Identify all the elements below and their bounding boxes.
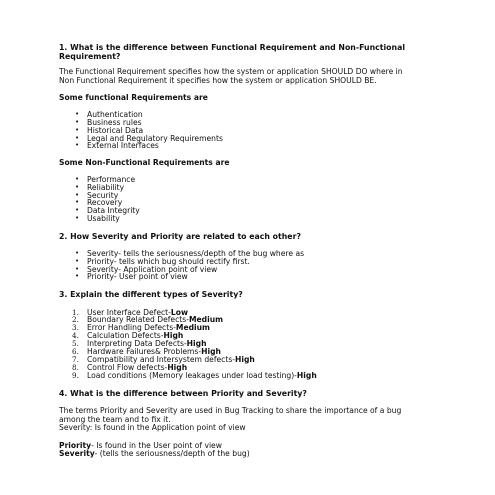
question-3-title: 3. Explain the different types of Severity?: [59, 289, 243, 299]
question-4-title: 4. What is the difference between Priority and Severity?: [59, 388, 307, 398]
list-item: • Historical Data: [59, 127, 435, 135]
list-item: • Priority- tells which bug should rectify first.: [59, 258, 435, 266]
q1-paragraph-line-2: Non Functional Requirement it specifies how the system or application SHOULD BE.: [59, 75, 377, 85]
list-item: • Recovery: [59, 199, 435, 207]
list-item: • Performance: [59, 176, 435, 184]
severity-level: High: [201, 347, 221, 357]
priority-label: Priority: [59, 440, 92, 450]
list-item-text: Boundary Related Defects-: [87, 315, 189, 325]
list-number: 3.: [72, 323, 79, 333]
nonfunctional-requirements-heading: Some Non-Functional Requirements are: [59, 157, 230, 167]
list-item: • Reliability: [59, 184, 435, 192]
list-number: 1.: [72, 307, 79, 317]
severity-level: High: [235, 354, 255, 364]
list-item: • Business rules: [59, 119, 435, 127]
q4-paragraph-line-3: Severity: Is found in the Application point of view: [59, 423, 246, 433]
list-item: • External Interfaces: [59, 142, 435, 150]
list-item: • Legal and Regulatory Requirements: [59, 135, 435, 143]
severity-level: Low: [170, 307, 188, 317]
list-item-text: Load conditions (Memory leakages under load testing)-: [87, 370, 297, 380]
list-item: • Data Integrity: [59, 207, 435, 215]
list-item-text: Interpreting Data Defects-: [87, 339, 187, 349]
list-number: 7.: [72, 354, 79, 364]
list-number: 6.: [72, 347, 79, 357]
q1-paragraph-line-1: The Functional Requirement specifies how the system or application SHOULD DO where in: [59, 67, 403, 77]
list-number: 4.: [72, 331, 79, 341]
severity-definition: [59, 450, 435, 458]
severity-level: High: [163, 331, 184, 341]
list-item-text: Error Handling Defects-: [87, 323, 176, 333]
severity-types-list: [59, 309, 435, 380]
priority-text: - Is found in the User point of view: [91, 440, 222, 450]
list-number: 5.: [72, 339, 79, 349]
list-number: 8.: [72, 362, 79, 372]
list-item-text: Compatibility and Intersystem defects-: [87, 354, 236, 364]
question-1-title: 1. What is the difference between Functional Requirement and Non-Functional Requirement?: [59, 43, 405, 61]
list-number: 2.: [72, 315, 79, 325]
question-2-title: 2. How Severity and Priority are related to each other?: [59, 231, 301, 241]
list-item-text: Hardware Failures& Problems-: [87, 347, 202, 357]
list-item: • Usability: [59, 215, 435, 223]
list-item: [59, 372, 435, 380]
list-item-text: Control Flow defects-: [87, 362, 168, 372]
severity-text: - (tells the seriousness/depth of the bug): [94, 448, 250, 458]
severity-level: Medium: [175, 323, 210, 333]
severity-level: High: [167, 362, 188, 372]
list-item: • Severity- tells the seriousness/depth of the bug where as: [59, 250, 435, 258]
severity-level: High: [186, 339, 207, 349]
functional-requirements-heading: Some functional Requirements are: [59, 93, 208, 102]
list-item: • Severity- Application point of view: [59, 266, 435, 274]
functional-requirements-list: [59, 111, 435, 150]
q4-paragraph-line-1: The terms Priority and Severity are used in Bug Tracking to share the importance of a bug: [59, 406, 402, 416]
severity-label: Severity: [59, 448, 95, 458]
nonfunctional-requirements-list: [59, 176, 435, 222]
list-item: • Priority- User point of view: [59, 273, 435, 281]
severity-level: High: [296, 370, 317, 380]
list-item-text: Calculation Defects-: [87, 331, 164, 341]
q4-paragraph-line-2: among the team and to fix it.: [59, 414, 171, 424]
list-item: • Authentication: [59, 111, 435, 119]
severity-level: Medium: [188, 315, 224, 325]
severity-priority-list: [59, 250, 435, 281]
list-item-text: User Interface Defect-: [87, 307, 171, 317]
list-item: • Security: [59, 192, 435, 200]
list-number: 9.: [72, 370, 79, 380]
